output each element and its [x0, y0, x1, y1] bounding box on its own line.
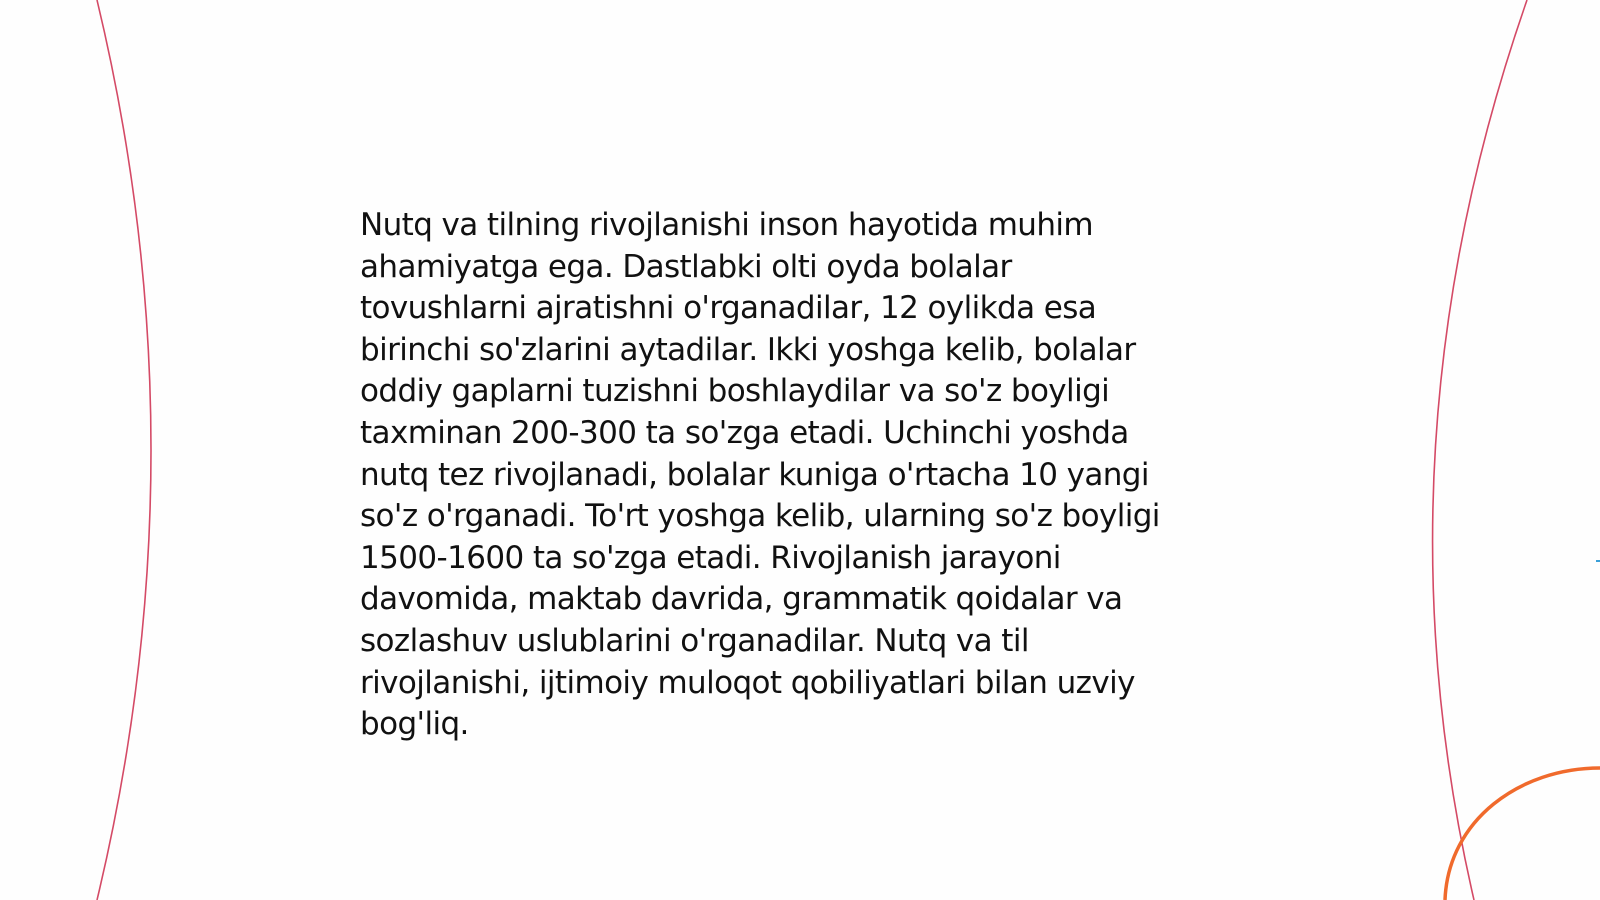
- body-paragraph: Nutq va tilning rivojlanishi inson hayotida muhim ahamiyatga ega. Dastlabki olti oyda bolalar tovushlarni ajratishni o'rganadilar, 12 oylikda esa birinchi so'zlarini aytadilar. Ikki yoshga kelib, bolalar oddiy gaplarni tuzishni boshlaydilar va so'z boyligi taxminan 200-300 ta so'zga etadi. Uchinchi yoshda nutq tez rivojlanadi, bolalar kuniga o'rtacha 10 yangi so'z o'rganadi. To'rt yoshga kelib, ularning so'z boyligi 1500-1600 ta so'zga etadi. Rivojlanish jarayoni davomida, maktab davrida, grammatik qoidalar va sozlashuv uslublarini o'rganadilar. Nutq va til rivojlanishi, ijtimoiy muloqot qobiliyatlari bilan uzviy bog'liq.: [360, 207, 1160, 743]
- corner-arc: [1445, 768, 1600, 900]
- left-frame-curve: [97, 0, 151, 900]
- right-frame-curve: [1433, 0, 1527, 900]
